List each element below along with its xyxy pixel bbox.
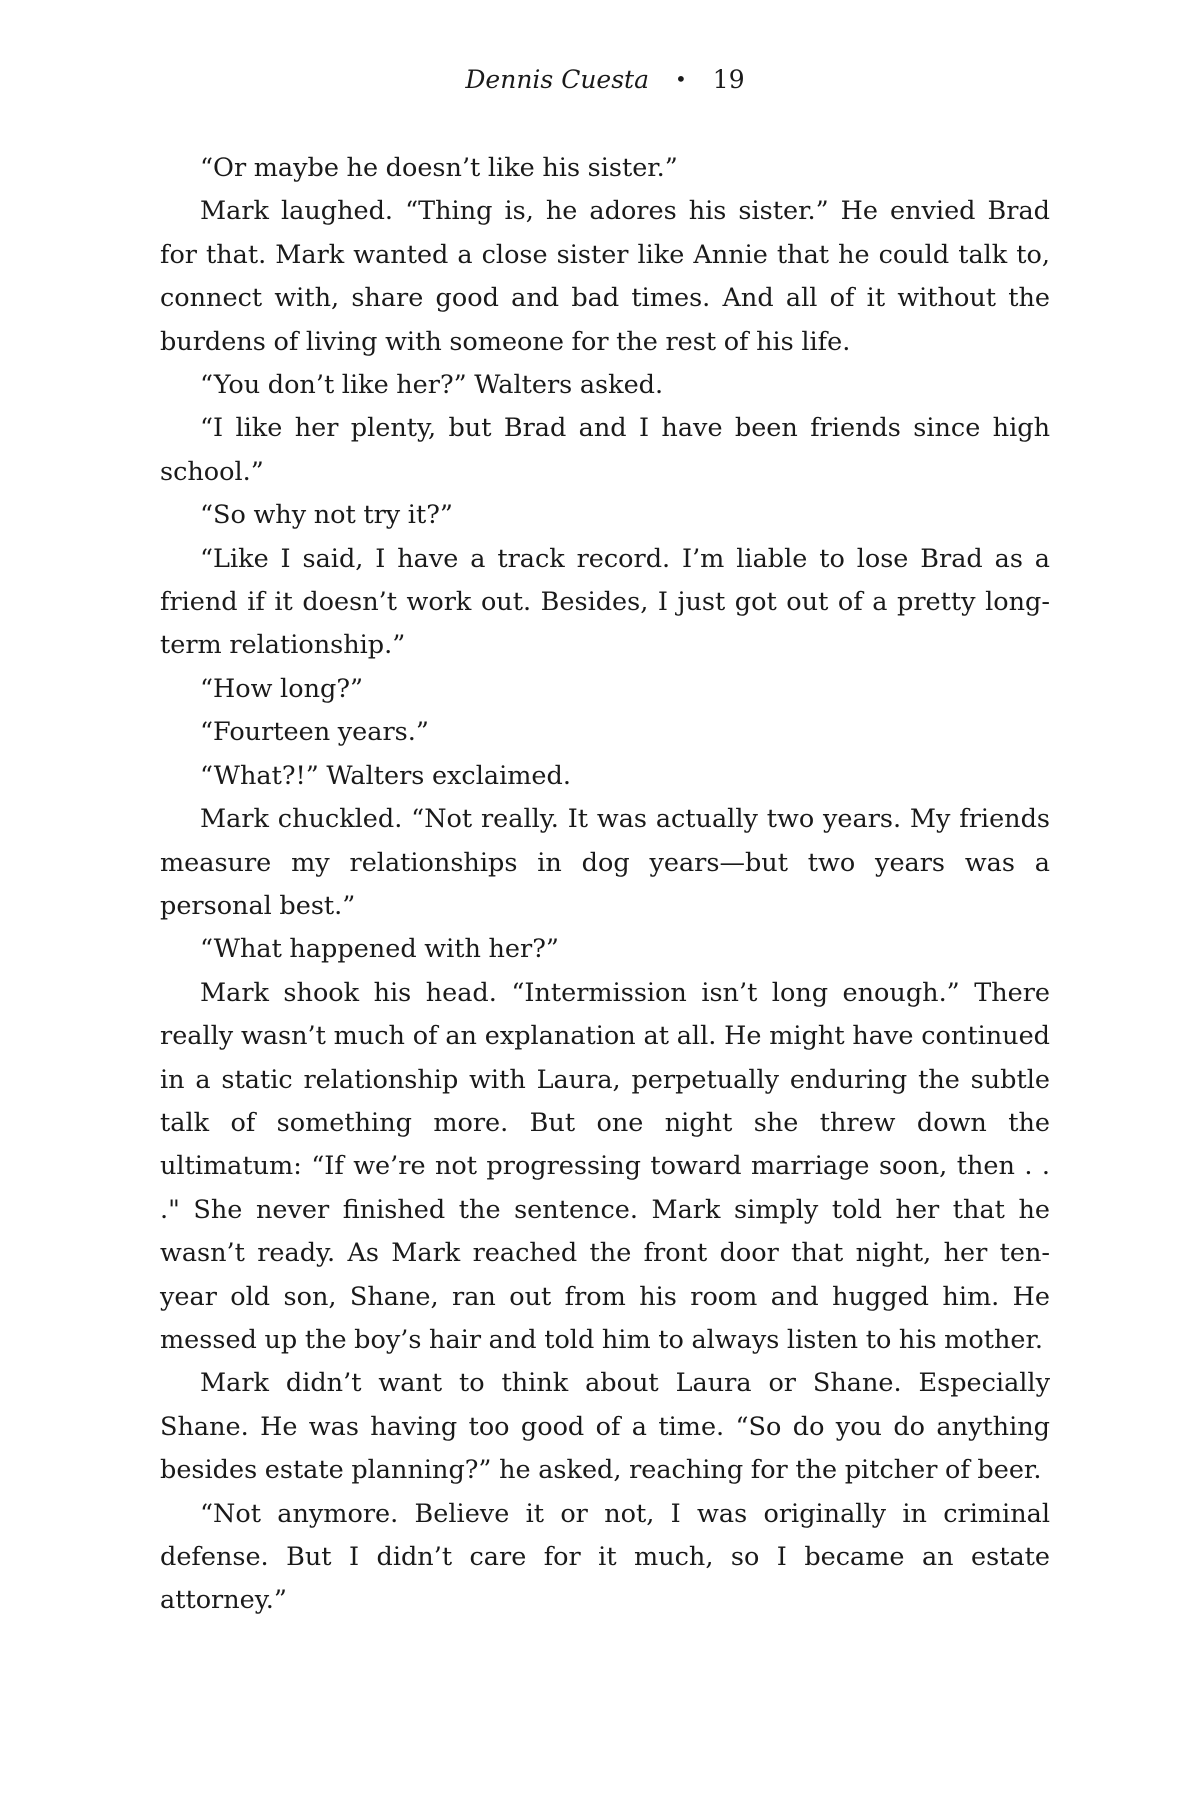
paragraph: “What happened with her?” [200,934,559,965]
paragraph: “What?!” Walters exclaimed. [200,760,571,791]
author-name: Dennis Cuesta [465,65,649,94]
paragraph: Mark didn’t want to think about Laura or Shane. Especially Shane. He was having too good of a time. “So do you do anything besides estate planning?” he asked, reaching for the pitcher of beer. [160,1368,1050,1486]
paragraph: “Or maybe he doesn’t like his sister.” [200,153,678,183]
paragraph: “Not anymore. Believe it or not, I was originally in criminal defense. But I didn’t care for it much, so I became an estate attorney.” [160,1498,1050,1616]
paragraph: “Like I said, I have a track record. I’m liable to lose Brad as a friend if it doesn’t work out. Besides, I just got out of a pretty long-term relationship.” [160,543,1050,661]
paragraph: “So why not try it?” [200,500,453,531]
paragraph: “You don’t like her?” Walters asked. [200,370,664,401]
paragraph: “I like her plenty, but Brad and I have been friends since high school.” [160,413,1050,487]
paragraph: Mark laughed. “Thing is, he adores his sister.” He envied Brad for that. Mark wanted a close sister like Annie that he could talk to, connect with, share good and bad times. And all of it without the burdens of living with someone for the rest of his life. [160,196,1050,357]
paragraph: Mark shook his head. “Intermission isn’t long enough.” There really wasn’t much of an explanation at all. He might have continued in a static relationship with Laura, perpetually enduring the subtle talk of something more. But one night she threw down the ultimatum: “If we’re not progressing toward marriage soon, then . . ." She never finished the sentence. Mark simply told her that he wasn’t ready. As Mark reached the front door that night, her ten-year old son, Shane, ran out from his room and hugged him. He messed up the boy’s hair and told him to always listen to his mother. [160,977,1050,1355]
paragraph: “Fourteen years.” [200,717,429,748]
page-number: 19 [712,65,745,94]
running-head [160,62,1050,97]
paragraph: “How long?” [200,673,364,704]
body-text [160,147,1050,1623]
header-bullet: • [675,67,687,91]
paragraph: Mark chuckled. “Not really. It was actually two years. My friends measure my relationships in dog years—but two years was a personal best.” [160,804,1050,921]
